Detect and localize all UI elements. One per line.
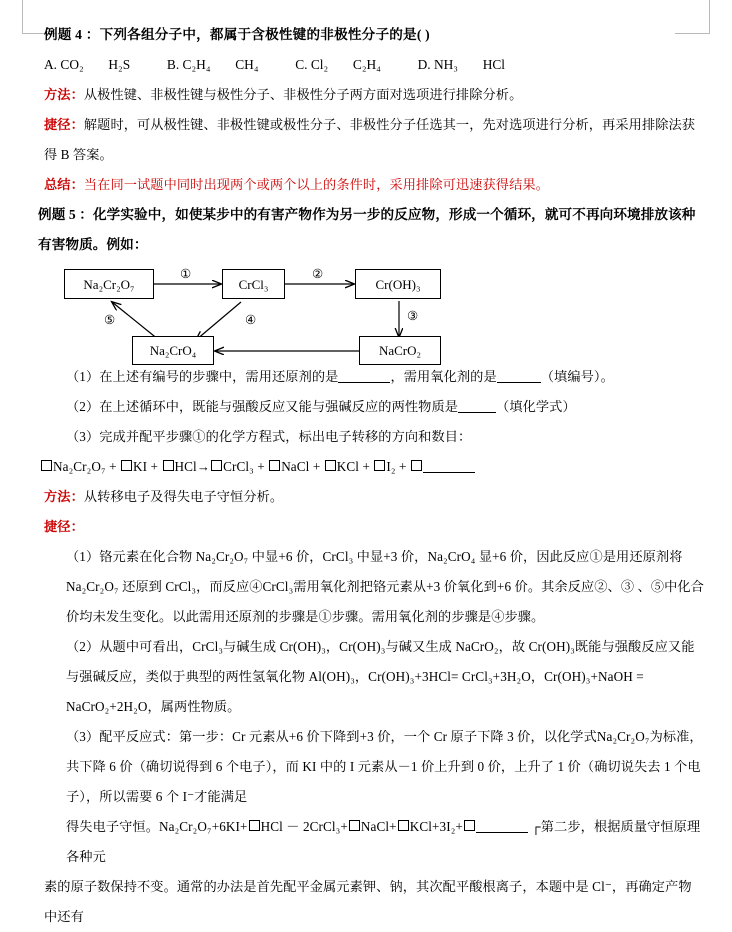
diagram-node-croh3 — [355, 269, 441, 299]
example4-method — [44, 80, 704, 110]
coefficient-box[interactable] — [163, 460, 174, 471]
cycle-flow-diagram — [44, 264, 704, 362]
coefficient-box[interactable] — [249, 820, 260, 831]
q1-blank-1[interactable] — [338, 369, 390, 383]
diagram-edge-label-5: ⑤ — [104, 313, 116, 327]
coefficient-box[interactable] — [121, 460, 132, 471]
option-b-item-1: C₂H₄ — [182, 57, 211, 72]
example4-shortcut — [44, 110, 704, 170]
q1-text-a: （1）在上述有编号的步骤中，需用还原剂的是 — [66, 369, 339, 384]
eq-left-3: HCl — [174, 459, 197, 474]
node-label: Cr(OH)₃ — [375, 276, 421, 292]
diagram-edge-label-1: ① — [180, 267, 192, 281]
eq-right-3: KCl — [336, 459, 360, 474]
option-c-item-1: Cl₂ — [310, 57, 329, 72]
option-a-letter: A. — [44, 57, 58, 72]
eq-left-1: Na₂Cr₂O₇ — [53, 459, 106, 474]
answer-paragraph-4 — [44, 812, 704, 872]
option-c-item-2: C₂H₄ — [352, 57, 381, 72]
diagram-node-na2cro4 — [132, 336, 214, 365]
eq-left-2: KI — [133, 459, 148, 474]
q1-text-c: （填编号）。 — [540, 369, 614, 384]
coefficient-box[interactable] — [398, 820, 409, 831]
option-c-letter: C. — [295, 57, 308, 72]
answer-paragraph-5: 素的原子数保持不变。通常的办法是首先配平金属元素钾、钠，其次配平酸根离子，本题中是 Cl⁻，再确定产物中还有 — [44, 879, 692, 924]
node-label: Na₂Cr₂O₇ — [83, 276, 135, 292]
q1-blank-2[interactable] — [497, 369, 541, 383]
diagram-edge-label-3: ③ — [407, 309, 419, 323]
page-content — [38, 20, 704, 932]
node-label: NaCrO₂ — [378, 343, 422, 358]
summary-text: 当在同一试题中同时出现两个或两个以上的条件时，采用排除可迅速获得结果。 — [83, 177, 549, 192]
example5-shortcut-label-row — [44, 512, 704, 542]
p4-blank[interactable] — [476, 819, 528, 833]
method-label: 方法： — [44, 489, 84, 504]
method-text: 从极性键、非极性键与极性分子、非极性分子两方面对选项进行排除分析。 — [83, 87, 523, 102]
p4-c: KCl+3I₂+ — [409, 819, 463, 834]
answer-paragraph-3: （3）配平反应式：第一步：Cr 元素从+6 价下降到+3 价，一个 Cr 原子下降 3 价，以化学式Na₂Cr₂O₇为标准，共下降 6 价（确切说得到 6 个电子），而 KI 中的 I 元素从－1 价上升到 0 价，上升了 1 价（确切说失去 1 个电子），所以需要 6 个 I⁻才能满足 — [66, 729, 703, 804]
option-a-item-1: CO₂ — [60, 57, 84, 72]
example5-heading: 例题 5 ：化学实验中，如使某步中的有害产物作为另一步的反应物，形成一个循环，就可不再向环境排放该种有害物质。例如： — [38, 207, 696, 252]
p4-b: NaCl+ — [360, 819, 397, 834]
example4-options — [44, 50, 704, 80]
coefficient-box[interactable] — [41, 460, 52, 471]
answer-paragraph-2: （2）从题中可看出，CrCl₃与碱生成 Cr(OH)₃，Cr(OH)₃与碱又生成 NaCrO₂，故 Cr(OH)₃既能与强酸反应又能与强碱反应，类似于典型的两性氢氧化物 Al(OH)₃，Cr(OH)₃+3HCl= CrCl₃+3H₂O，Cr(OH)₃+NaOH = NaCrO₂+2H₂O，属两性物质。 — [66, 639, 695, 714]
coefficient-box[interactable] — [349, 820, 360, 831]
eq-right-1: CrCl₃ — [223, 459, 254, 474]
shortcut-label: 捷径： — [44, 117, 84, 132]
option-a-item-2: H₂S — [108, 57, 131, 72]
example5-method — [44, 482, 704, 512]
q2-text-a: （2）在上述循环中，既能与强酸反应又能与强碱反应的两性物质是 — [66, 399, 459, 414]
diagram-edge-label-2: ② — [312, 267, 324, 281]
diagram-node-nacro2 — [359, 336, 441, 365]
coefficient-box[interactable] — [325, 460, 336, 471]
shortcut-label: 捷径： — [44, 519, 84, 534]
example4-heading: 例题 4 ：下列各组分子中，都属于含极性键的非极性分子的是( ) — [44, 27, 430, 42]
node-label: CrCl₃ — [238, 276, 269, 292]
option-d-item-1: NH₃ — [433, 57, 458, 72]
p4-mid: HCl － 2CrCl₃+ — [260, 819, 348, 834]
eq-tail-blank[interactable] — [423, 459, 475, 473]
q1-text-b: ，需用氧化剂的是 — [390, 369, 497, 384]
example5-question-2 — [44, 392, 704, 422]
example5-question-3: （3）完成并配平步骤①的化学方程式，标出电子转移的方向和数目： — [66, 429, 472, 444]
method-label: 方法： — [44, 87, 84, 102]
eq-right-4: I₂ — [386, 459, 396, 474]
coefficient-box[interactable] — [374, 460, 385, 471]
q2-blank-1[interactable] — [458, 399, 496, 413]
answer-paragraph-1: （1）铬元素在化合物 Na₂Cr₂O₇ 中显+6 价，CrCl₃ 中显+3 价，Na₂CrO₄ 显+6 价，因此反应①是用还原剂将 Na₂Cr₂O₇ 还原到 CrCl₃，而反应④CrCl₃需用氧化剂把铬元素从+3 价氧化到+6 价。其余反应②、③ 、⑤中化合价均未发生变化。以此需用还原剂的步骤是①步骤。需用氧化剂的步骤是④步骤。 — [66, 549, 704, 624]
diagram-edge-label-4: ④ — [245, 313, 257, 327]
p4-tail: ┌第二步，根据质量守恒原理各种元 — [66, 819, 701, 864]
option-d-item-2: HCl — [482, 57, 506, 72]
coefficient-box[interactable] — [211, 460, 222, 471]
method-text: 从转移电子及得失电子守恒分析。 — [83, 489, 284, 504]
eq-right-2: NaCl — [281, 459, 310, 474]
node-label: Na₂CrO₄ — [149, 343, 197, 358]
option-b-letter: B. — [166, 57, 180, 72]
diagram-node-na2cr2o7 — [64, 269, 154, 299]
diagram-node-crcl3 — [222, 269, 285, 299]
coefficient-box[interactable] — [269, 460, 280, 471]
eq-arrow: → — [196, 459, 211, 474]
example5-question-1 — [44, 362, 704, 392]
p4-pre: 得失电子守恒。Na₂Cr₂O₇+6KI+ — [66, 819, 248, 834]
coefficient-box[interactable] — [411, 460, 422, 471]
option-d-letter: D. — [417, 57, 431, 72]
summary-label: 总结： — [44, 177, 84, 192]
shortcut-text: 解题时，可从极性键、非极性键或极性分子、非极性分子任选其一，先对选项进行分析，再采用排除法获得 B 答案。 — [44, 117, 696, 162]
option-b-item-2: CH₄ — [235, 57, 259, 72]
example4-summary — [44, 170, 704, 200]
example5-equation: Na₂Cr₂O₇ + KI + HCl→ CrCl₃ + NaCl + KCl + I₂ + — [40, 452, 704, 482]
coefficient-box[interactable] — [464, 820, 475, 831]
q2-text-b: （填化学式） — [496, 399, 576, 414]
